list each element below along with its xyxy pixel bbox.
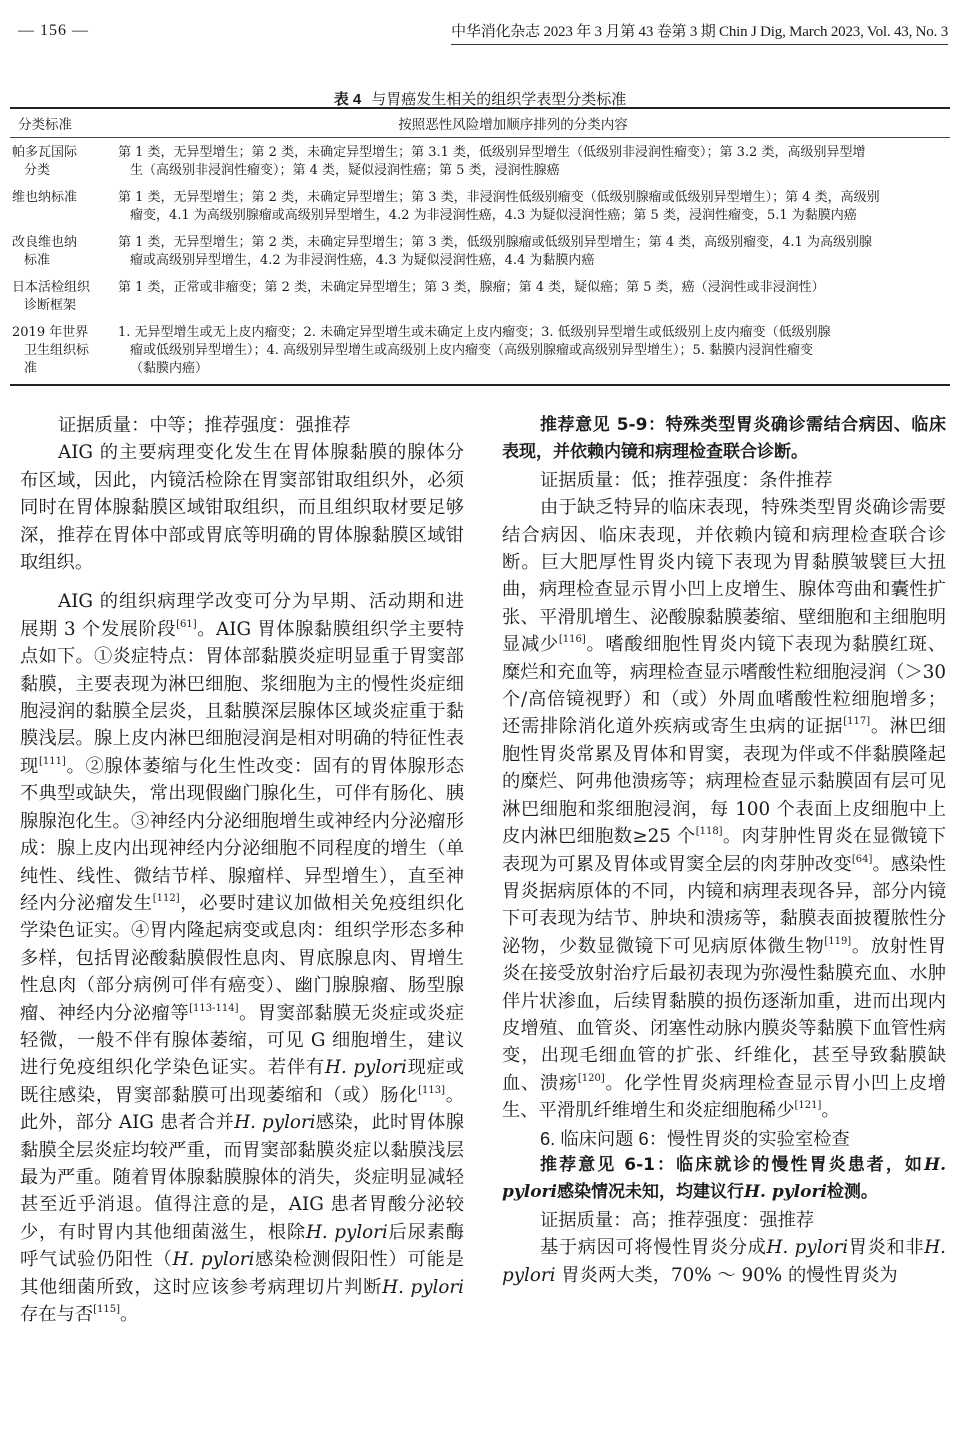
- citation-ref[interactable]: [113-114]: [189, 1002, 239, 1014]
- text-run: 感染检测假阳性）可能是其他细菌所致，这时应该参考病理切片判断: [20, 1249, 465, 1298]
- citation-ref[interactable]: [115]: [93, 1304, 121, 1315]
- species-name: H. pylori: [766, 1237, 849, 1259]
- text-run: 胃炎和非: [848, 1237, 925, 1259]
- paragraph: [502, 1234, 946, 1289]
- text-run: 。化学性胃炎病理检查显示胃小凹上皮增生、平滑肌纤维增生和炎症细胞稀少: [502, 1072, 947, 1122]
- text-run: ，必要时建议加做相关免疫组织化学染色证实。④胃内隆起病变或息肉：组织学形态多种多样，包括胃泌酸黏膜假性息肉、胃底腺息肉、胃增生性息肉（部分病例可伴有癌变）、幽门腺腺瘤、肠型腺瘤、神经内分泌瘤等: [20, 892, 465, 1024]
- recommendation-6-1: [502, 1152, 946, 1207]
- evidence-quality-line: 证据质量：低；推荐强度：条件推荐: [540, 469, 833, 491]
- paragraph: AIG 的主要病理变化发生在胃体腺黏膜的腺体分布区域，因此，内镜活检除在胃窦部钳取组织外，必须同时在胃体腺黏膜区域钳取组织，而且组织取材要足够深，推荐在胃体中部或胃底等明确的胃体腺黏膜区域钳取组织。: [20, 442, 464, 574]
- text-run: 后尿素酶呼气试验仍阳性（: [20, 1221, 465, 1271]
- text-run: 。胃窦部黏膜无炎症或炎症轻微，一般不伴有腺体萎缩，可见 G 细胞增生，建议进行免疫组织化学染色证实。若伴有: [20, 1002, 465, 1079]
- species-name: H. pylori: [382, 1276, 464, 1298]
- row-content: [108, 144, 950, 180]
- standard-line: 维也纳标准: [12, 190, 78, 205]
- content-line: 第 1 类，无异型增生；第 2 类，未确定异型增生；第 3 类，非浸润性低级别瘤变（低级别腺瘤或低级别异型增生）；第 4 类，高级别: [118, 190, 880, 205]
- standard-line: 标准: [24, 253, 51, 268]
- standard-line: 分类: [24, 163, 51, 178]
- standard-line: 准: [24, 361, 38, 376]
- species-name: H. pylori: [172, 1249, 255, 1271]
- evidence-quality-line: 证据质量：高；推荐强度：强推荐: [540, 1209, 815, 1231]
- standard-line: 日本活检组织: [12, 280, 91, 295]
- content-line: 第 1 类，无异型增生；第 2 类，未确定异型增生；第 3.1 类，低级别异型增生（低级别非浸润性瘤变）；第 3.2 类，高级别异型增: [118, 145, 866, 160]
- species-name: H. pylori: [502, 1237, 946, 1286]
- standard-line: 卫生组织标: [24, 343, 90, 358]
- species-name: H. pylori: [502, 1154, 946, 1203]
- row-standard: [10, 144, 108, 180]
- right-column: [502, 412, 946, 1289]
- content-line: （黏膜内癌）: [130, 361, 209, 376]
- row-standard: [10, 234, 108, 270]
- content-line: 瘤或高级别异型增生，4.2 为非浸润性癌，4.3 为疑似浸润性癌，4.4 为黏膜内癌: [130, 253, 595, 268]
- text-run: 。淋巴细胞性胃炎常累及胃体和胃窦，表现为伴或不伴黏膜隆起的糜烂、阿弗他溃疡等；病理检查显示黏膜固有层可见淋巴细胞和浆细胞浸润，每 100 个表面上皮细胞中上皮内淋巴细胞数≥25 个: [502, 716, 947, 848]
- text-run: 。此外，部分 AIG 患者合并: [20, 1084, 465, 1134]
- table-header-row: [10, 109, 950, 138]
- text-run: 基于病因可将慢性胃炎分成: [540, 1237, 767, 1259]
- table-row: [10, 228, 950, 273]
- table-caption: [0, 88, 960, 109]
- species-name: H. pylori: [743, 1182, 827, 1203]
- standard-line: 2019 年世界: [12, 325, 89, 340]
- text-run: 感染情况未知，均建议行: [556, 1182, 744, 1203]
- column-header-standard: 分类标准: [18, 117, 72, 133]
- text-run: AIG 的组织病理学改变可分为早期、活动期和进展期 3 个发展阶段: [20, 591, 464, 640]
- text-run: 存在与否: [20, 1304, 94, 1325]
- page-number: — 156 —: [18, 22, 89, 39]
- classification-table: [10, 107, 950, 386]
- citation-ref[interactable]: [121]: [794, 1100, 822, 1112]
- recommendation-5-9: 推荐意见 5-9：特殊类型胃炎确诊需结合病因、临床表现，并依赖内镜和病理检查联合诊断。: [502, 415, 946, 463]
- table-number: 表 4: [333, 91, 362, 108]
- table-title: 与胃癌发生相关的组织学表型分类标准: [371, 91, 627, 108]
- citation-ref[interactable]: [119]: [824, 935, 852, 947]
- row-standard: [10, 279, 108, 315]
- column-header-content: 按照恶性风险增加顺序排列的分类内容: [398, 117, 628, 133]
- citation-ref[interactable]: [118]: [695, 826, 723, 838]
- text-run: 。肉芽肿性胃炎在显微镜下表现为可累及胃体或胃窦全层的肉芽肿改变: [502, 826, 946, 875]
- citation-ref[interactable]: [113]: [418, 1084, 446, 1096]
- standard-line: 诊断框架: [24, 298, 77, 313]
- text-run: 由于缺乏特异的临床表现，特殊类型胃炎确诊需要结合病因、临床表现，并依赖内镜和病理检查联合诊断。巨大肥厚性胃炎内镜下表现为胃黏膜皱襞巨大扭曲，病理检查显示胃小凹上皮增生、腺体弯曲和囊性扩张、平滑肌增生、泌酸腺黏膜萎缩、壁细胞和主细胞明显减少: [502, 497, 946, 656]
- citation-ref[interactable]: [111]: [38, 755, 66, 767]
- text-run: 。: [120, 1304, 139, 1325]
- evidence-quality-line: 证据质量：中等；推荐强度：强推荐: [58, 415, 351, 436]
- row-content: [108, 234, 950, 270]
- table-row: [10, 318, 950, 384]
- table-row: [10, 183, 950, 228]
- paragraph: [502, 494, 946, 1124]
- text-run: 。AIG 胃体腺黏膜组织学主要特点如下。①炎症特点：胃体部黏膜炎症明显重于胃窦部黏膜，主要表现为淋巴细胞、浆细胞为主的慢性炎症细胞浸润的黏膜全层炎，且黏膜深层腺体区域炎症重于黏膜浅层。腺上皮内淋巴细胞浸润是相对明确的特征性表现: [20, 618, 464, 777]
- running-header: [0, 18, 960, 44]
- table-row: [10, 138, 950, 183]
- row-standard: [10, 189, 108, 225]
- text-run: 现症或既往感染，胃窦部黏膜可出现萎缩和（或）肠化: [20, 1057, 465, 1106]
- species-name: H. pylori: [234, 1112, 316, 1134]
- citation-ref[interactable]: [64]: [851, 853, 873, 865]
- section-heading: 6. 临床问题 6：慢性胃炎的实验室检查: [540, 1127, 850, 1149]
- text-run: 。感染性胃炎据病原体的不同，内镜和病理表现各异，部分内镜下可表现为结节、肿块和溃疡等，黏膜表面披覆脓性分泌物，少数显微镜下可见病原体微生物: [502, 853, 947, 957]
- citation-ref[interactable]: [120]: [577, 1072, 605, 1084]
- citation-ref[interactable]: [61]: [176, 618, 197, 630]
- text-run: 感染，此时胃体腺黏膜全层炎症均较严重，而胃窦部黏膜炎症以黏膜浅层最为严重。随着胃体腺黏膜腺体的消失，炎症明显减轻甚至近乎消退。值得注意的是，AIG 患者胃酸分泌较少，有时胃内其他细菌滋生，根除: [20, 1112, 464, 1243]
- journal-citation: 中华消化杂志 2023 年 3 月第 43 卷第 3 期 Chin J Dig, March 2023, Vol. 43, No. 3: [451, 20, 948, 45]
- standard-line: 帕多瓦国际: [12, 145, 78, 160]
- text-run: 。: [821, 1100, 840, 1122]
- content-line: 生（高级别非浸润性瘤变）；第 4 类，疑似浸润性癌；第 5 类，浸润性腺癌: [130, 163, 560, 178]
- text-run: 胃炎两大类，70% ～ 90% 的慢性胃炎为: [555, 1264, 898, 1286]
- paragraph: [20, 588, 464, 1328]
- text-run: 检测。: [826, 1182, 878, 1203]
- species-name: H. pylori: [305, 1221, 388, 1243]
- citation-ref[interactable]: [112]: [152, 892, 180, 904]
- content-line: 1. 无异型增生或无上皮内瘤变；2. 未确定异型增生或未确定上皮内瘤变；3. 低级别异型增生或低级别上皮内瘤变（低级别腺: [118, 325, 831, 340]
- left-column: [20, 412, 464, 1328]
- species-name: H. pylori: [325, 1057, 407, 1079]
- row-content: [108, 189, 950, 225]
- citation-ref[interactable]: [117]: [843, 716, 871, 728]
- text-run: 。放射性胃炎在接受放射治疗后最初表现为弥漫性黏膜充血、水肿伴片状渗血，后续胃黏膜的损伤逐渐加重，进而出现内皮增殖、血管炎、闭塞性动脉内膜炎等黏膜下血管性病变，出现毛细血管的扩张、纤维化，甚至导致黏膜缺血、溃疡: [502, 935, 947, 1094]
- content-line: 瘤或低级别异型增生）；4. 高级别异型增生或高级别上皮内瘤变（高级别腺瘤或高级别异型增生）；5. 黏膜内浸润性瘤变: [130, 343, 814, 358]
- content-line: 第 1 类，正常或非瘤变；第 2 类，未确定异型增生；第 3 类，腺瘤；第 4 类，疑似癌；第 5 类，癌（浸润性或非浸润性）: [118, 280, 825, 295]
- content-line: 瘤变，4.1 为高级别腺瘤或高级别异型增生，4.2 为非浸润性癌，4.3 为疑似浸润性癌；第 5 类，浸润性瘤变，5.1 为黏膜内癌: [130, 208, 857, 223]
- citation-ref[interactable]: [116]: [558, 634, 586, 646]
- standard-line: 改良维也纳: [12, 235, 78, 250]
- row-content: [108, 324, 950, 378]
- row-standard: [10, 324, 108, 378]
- text-run: 推荐意见 6-1：临床就诊的慢性胃炎患者，如: [540, 1154, 925, 1175]
- text-run: 。②腺体萎缩与化生性改变：固有的胃体腺形态不典型或缺失，常出现假幽门腺化生，可伴有肠化、胰腺腺泡化生。③神经内分泌细胞增生或神经内分泌瘤形成：腺上皮内出现神经内分泌细胞不同程度的增生（单纯性、线性、微结节样、腺瘤样、异型增生），直至神经内分泌瘤发生: [20, 755, 465, 914]
- content-line: 第 1 类，无异型增生；第 2 类，未确定异型增生；第 3 类，低级别腺瘤或低级别异型增生；第 4 类，高级别瘤变，4.1 为高级别腺: [118, 235, 872, 250]
- table-row: [10, 273, 950, 318]
- row-content: [108, 279, 950, 315]
- text-run: 。嗜酸细胞性胃炎内镜下表现为黏膜红斑、糜烂和充血等，病理检查显示嗜酸性粒细胞浸润（＞30 个/高倍镜视野）和（或）外周血嗜酸性粒细胞增多；还需排除消化道外疾病或寄生虫病的证据: [502, 634, 947, 738]
